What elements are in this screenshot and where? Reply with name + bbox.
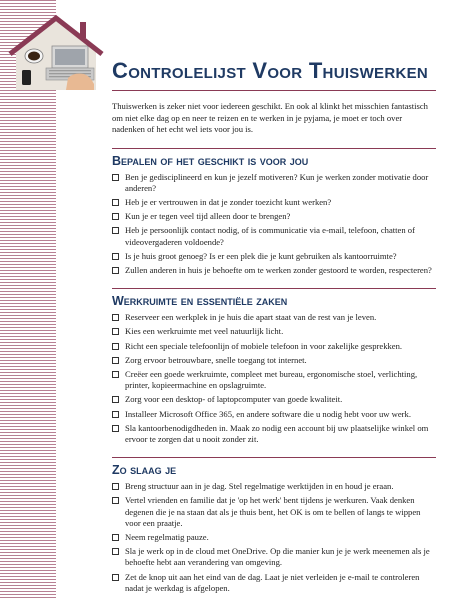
section-title: Werkruimte en essentiële zaken	[112, 294, 288, 309]
checklist-item-text: Richt een speciale telefoonlijn of mobiele telefoon in voor zakelijke gesprekken.	[125, 340, 403, 351]
checklist-item	[112, 341, 436, 352]
checkbox[interactable]	[112, 574, 119, 581]
section-0	[112, 148, 436, 277]
checkbox[interactable]	[112, 497, 119, 504]
checkbox[interactable]	[112, 213, 119, 220]
checkbox[interactable]	[112, 371, 119, 378]
checkbox[interactable]	[112, 267, 119, 274]
section-1	[112, 288, 436, 445]
checkbox[interactable]	[112, 199, 119, 206]
checklist-item-text: Kun je er tegen veel tijd alleen door te brengen?	[125, 211, 291, 222]
checklist	[112, 481, 436, 594]
checklist-item	[112, 369, 436, 391]
checklist-item-text: Heb je er vertrouwen in dat je zonder toezicht kunt werken?	[125, 196, 332, 207]
checkbox[interactable]	[112, 483, 119, 490]
checklist-item-text: Zullen anderen in huis je behoefte om te werken zonder gestoord te worden, respecteren?	[125, 264, 432, 275]
checkbox[interactable]	[112, 174, 119, 181]
section-title: Bepalen of het geschikt is voor jou	[112, 153, 309, 168]
checklist-item	[112, 409, 436, 420]
section-2	[112, 457, 436, 594]
checklist-item	[112, 265, 436, 276]
checklist-item-text: Heb je persoonlijk contact nodig, of is communicatie via e-mail, telefoon, chatten of videovergaderen voldoende?	[125, 225, 415, 247]
checkbox[interactable]	[112, 534, 119, 541]
checklist-item-text: Reserveer een werkplek in je huis die apart staat van de rest van je leven.	[125, 312, 377, 323]
checkbox[interactable]	[112, 314, 119, 321]
page-title: Controlelijst Voor Thuiswerken	[112, 56, 436, 91]
checklist-item	[112, 572, 436, 594]
checklist-item	[112, 326, 436, 337]
checklist-item	[112, 394, 436, 405]
checklist-item-text: Neem regelmatig pauze.	[125, 531, 209, 542]
decorative-stripes	[0, 0, 56, 600]
checklist-item	[112, 423, 436, 445]
checklist-item	[112, 532, 436, 543]
checklist-item	[112, 172, 436, 194]
checkbox[interactable]	[112, 253, 119, 260]
checklist-item	[112, 546, 436, 568]
checklist-item	[112, 251, 436, 262]
checklist-item	[112, 211, 436, 222]
checkbox[interactable]	[112, 425, 119, 432]
checklist-item-text: Kies een werkruimte met veel natuurlijk licht.	[125, 326, 284, 337]
checklist-item-text: Installeer Microsoft Office 365, en andere software die u nodig hebt voor uw werk.	[125, 408, 411, 419]
checklist-item-text: Is je huis groot genoeg? Is er een plek die je kunt gebruiken als kantoorruimte?	[125, 250, 397, 261]
checklist-item	[112, 225, 436, 247]
checklist-item-text: Breng structuur aan in je dag. Stel regelmatige werktijden in en houd je eraan.	[125, 481, 394, 492]
checkbox[interactable]	[112, 227, 119, 234]
checklist-item-text: Ben je gedisciplineerd en kun je jezelf motiveren? Kun je werken zonder motivatie door anderen?	[125, 171, 429, 193]
checklist-item-text: Vertel vrienden en familie dat je 'op het werk' bent tijdens je werkuren. Vaak denken degenen die je na staan dat als je thuis bent, het OK is om te bellen of langs te wippen voor een praatje.	[125, 495, 421, 528]
document-content	[112, 56, 436, 597]
checklist	[112, 172, 436, 277]
checklist-item	[112, 481, 436, 492]
checkbox[interactable]	[112, 411, 119, 418]
checkbox[interactable]	[112, 328, 119, 335]
checklist-item	[112, 197, 436, 208]
checklist-item-text: Creëer een goede werkruimte, compleet met bureau, ergonomische stoel, verlichting, printer, kopieermachine en opslagruimte.	[125, 368, 418, 391]
checklist-sections	[112, 148, 436, 594]
checkbox[interactable]	[112, 343, 119, 350]
checklist-item-text: Sla kantoorbenodigdheden in. Maak zo nodig een account bij uw plaatselijke winkel om ervoor te zorgen dat u nooit zonder zit.	[125, 422, 429, 444]
house-workspace-icon	[6, 12, 106, 90]
section-title: Zo slaag je	[112, 463, 177, 478]
checklist-item-text: Zorg voor een desktop- of laptopcomputer van goede kwaliteit.	[125, 394, 343, 405]
checklist	[112, 312, 436, 445]
checkbox[interactable]	[112, 548, 119, 555]
checklist-item-text: Sla je werk op in de cloud met OneDrive. Op die manier kun je je werk meenemen als je behoefte hebt aan verandering van omgeving.	[125, 546, 430, 568]
checkbox[interactable]	[112, 357, 119, 364]
checklist-item-text: Zorg ervoor betrouwbare, snelle toegang tot internet.	[125, 354, 307, 365]
checklist-item	[112, 495, 436, 529]
checklist-item	[112, 355, 436, 366]
checkbox[interactable]	[112, 396, 119, 403]
checklist-item	[112, 312, 436, 323]
checklist-item-text: Zet de knop uit aan het eind van de dag. Laat je niet verleiden je e-mail te controleren nadat je werkdag is afgelopen.	[125, 571, 420, 593]
intro-paragraph: Thuiswerken is zeker niet voor iedereen geschikt. En ook al klinkt het misschien fantastisch om niet elke dag op en neer te reizen en te werken in je pyjama, je moet er toch over nadenken of het echt wel iets voor jou is.	[112, 101, 428, 134]
